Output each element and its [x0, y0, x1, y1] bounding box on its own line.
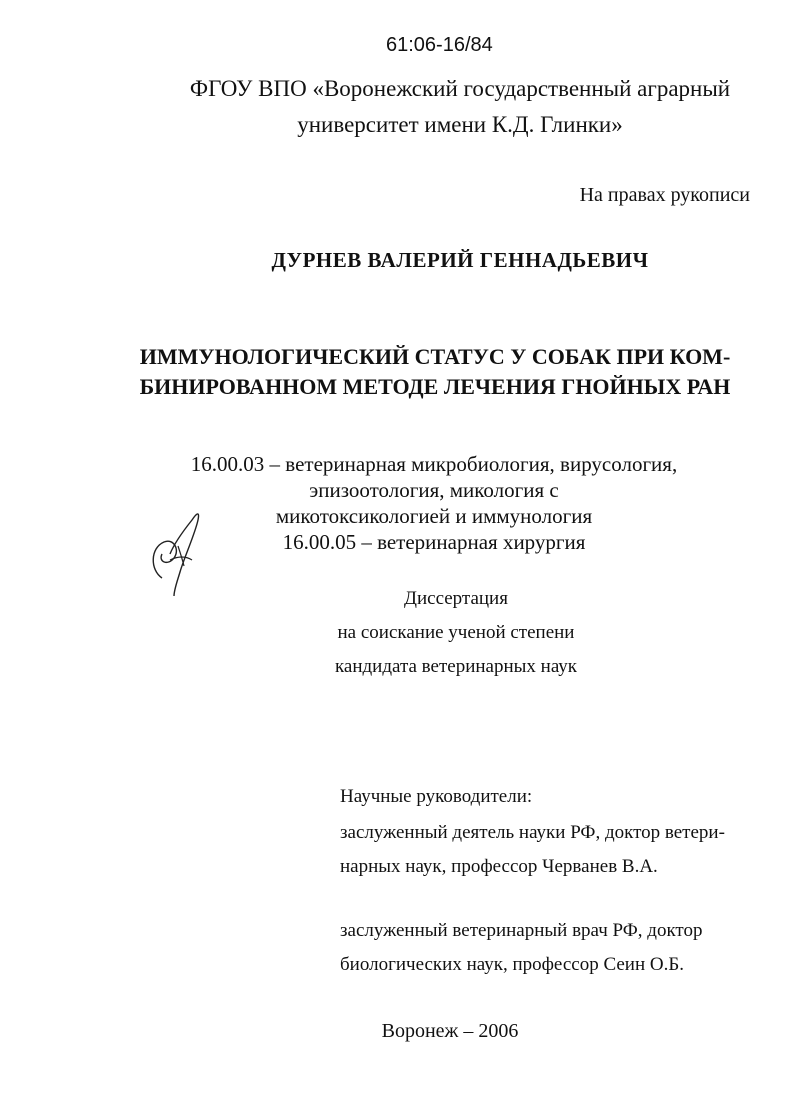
dissertation-type: Диссертация: [404, 588, 508, 609]
specialty-line: 16.00.03 – ветеринарная микробиология, вирусология,: [190, 452, 678, 476]
supervisor-1-line: нарных наук, профессор Черванев В.А.: [340, 856, 658, 877]
specialty-line: эпизоотология, микология с: [309, 478, 559, 502]
city-and-year: Воронеж – 2006: [381, 1020, 519, 1042]
manuscript-rights-note: На правах рукописи: [579, 184, 750, 206]
supervisor-2-line: заслуженный ветеринарный врач РФ, доктор: [340, 920, 703, 941]
institution-line-2: университет имени К.Д. Глинки»: [297, 112, 623, 137]
institution-line-1: ФГОУ ВПО «Воронежский государственный аграрный: [189, 76, 731, 101]
dissertation-title-line-1: ИММУНОЛОГИЧЕСКИЙ СТАТУС У СОБАК ПРИ КОМ-: [139, 344, 731, 369]
specialty-line: 16.00.05 – ветеринарная хирургия: [282, 530, 586, 554]
specialty-line: микотоксикологией и иммунология: [275, 504, 593, 528]
supervisor-1-line: заслуженный деятель науки РФ, доктор ветери-: [340, 822, 725, 843]
dissertation-title-line-2: БИНИРОВАННОМ МЕТОДЕ ЛЕЧЕНИЯ ГНОЙНЫХ РАН: [139, 374, 731, 399]
author-name: ДУРНЕВ ВАЛЕРИЙ ГЕННАДЬЕВИЧ: [271, 248, 649, 272]
degree-purpose: на соискание ученой степени: [337, 622, 575, 643]
document-code: 61:06-16/84: [386, 34, 493, 56]
supervisors-heading: Научные руководители:: [340, 786, 533, 807]
handwritten-signature: [140, 500, 210, 600]
supervisor-2-line: биологических наук, профессор Сеин О.Б.: [340, 954, 684, 975]
degree-name: кандидата ветеринарных наук: [334, 656, 578, 677]
